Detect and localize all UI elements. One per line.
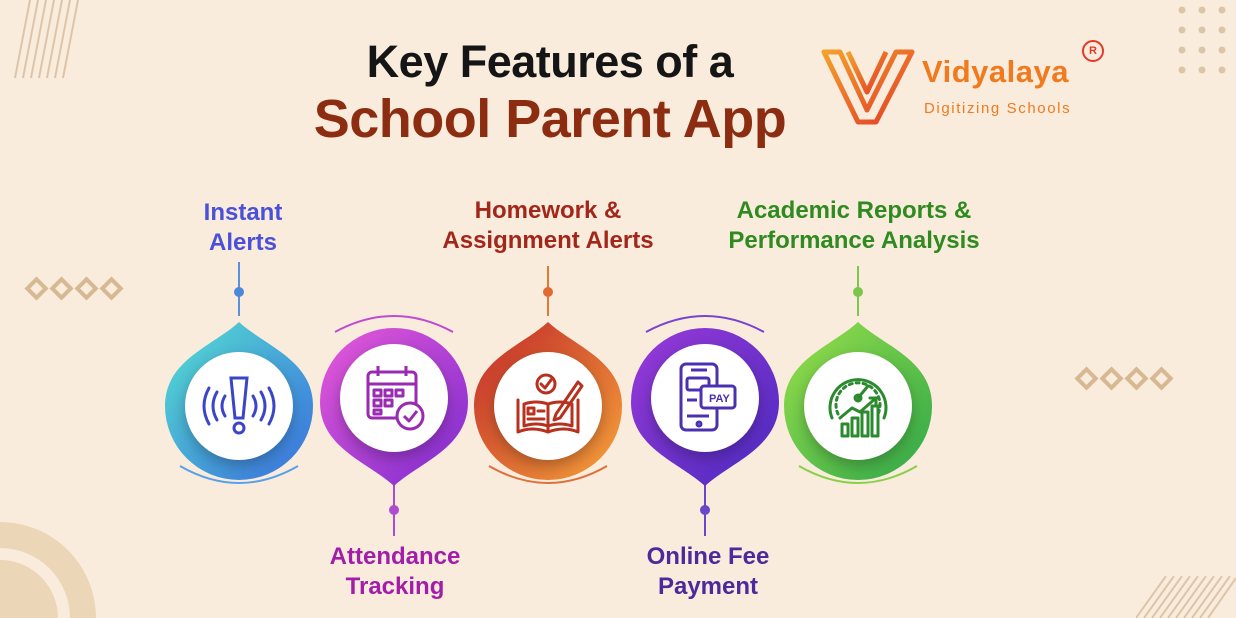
- title-line-2: School Parent App: [313, 89, 787, 149]
- gauge-growth-icon: [804, 352, 912, 460]
- feature-circle-instant-alerts: [185, 352, 293, 460]
- feature-circle-attendance: [340, 344, 448, 452]
- logo-tagline: Digitizing Schools: [924, 100, 1072, 117]
- feature-label-academic-reports: Academic Reports & Performance Analysis: [728, 197, 980, 254]
- logo-brand-name: Vidyalaya: [922, 54, 1069, 89]
- registered-mark: R: [1082, 40, 1104, 62]
- book-pencil-icon: [494, 352, 602, 460]
- feature-circle-fee-payment: [651, 344, 759, 452]
- svg-text:PAY: PAY: [709, 393, 730, 405]
- feature-label-attendance-tracking: Attendance Tracking: [329, 543, 461, 600]
- feature-label-online-fee-payment: Online Fee Payment: [646, 543, 770, 600]
- feature-circle-academic-reports: [804, 352, 912, 460]
- mobile-pay-icon: [651, 344, 759, 452]
- calendar-check-icon: [340, 344, 448, 452]
- feature-label-instant-alerts: Instant Alerts: [203, 199, 283, 256]
- feature-label-homework-alerts: Homework & Assignment Alerts: [442, 197, 654, 254]
- alert-signal-icon: [185, 352, 293, 460]
- feature-circle-homework: [494, 352, 602, 460]
- title-line-1: Key Features of a: [366, 36, 734, 87]
